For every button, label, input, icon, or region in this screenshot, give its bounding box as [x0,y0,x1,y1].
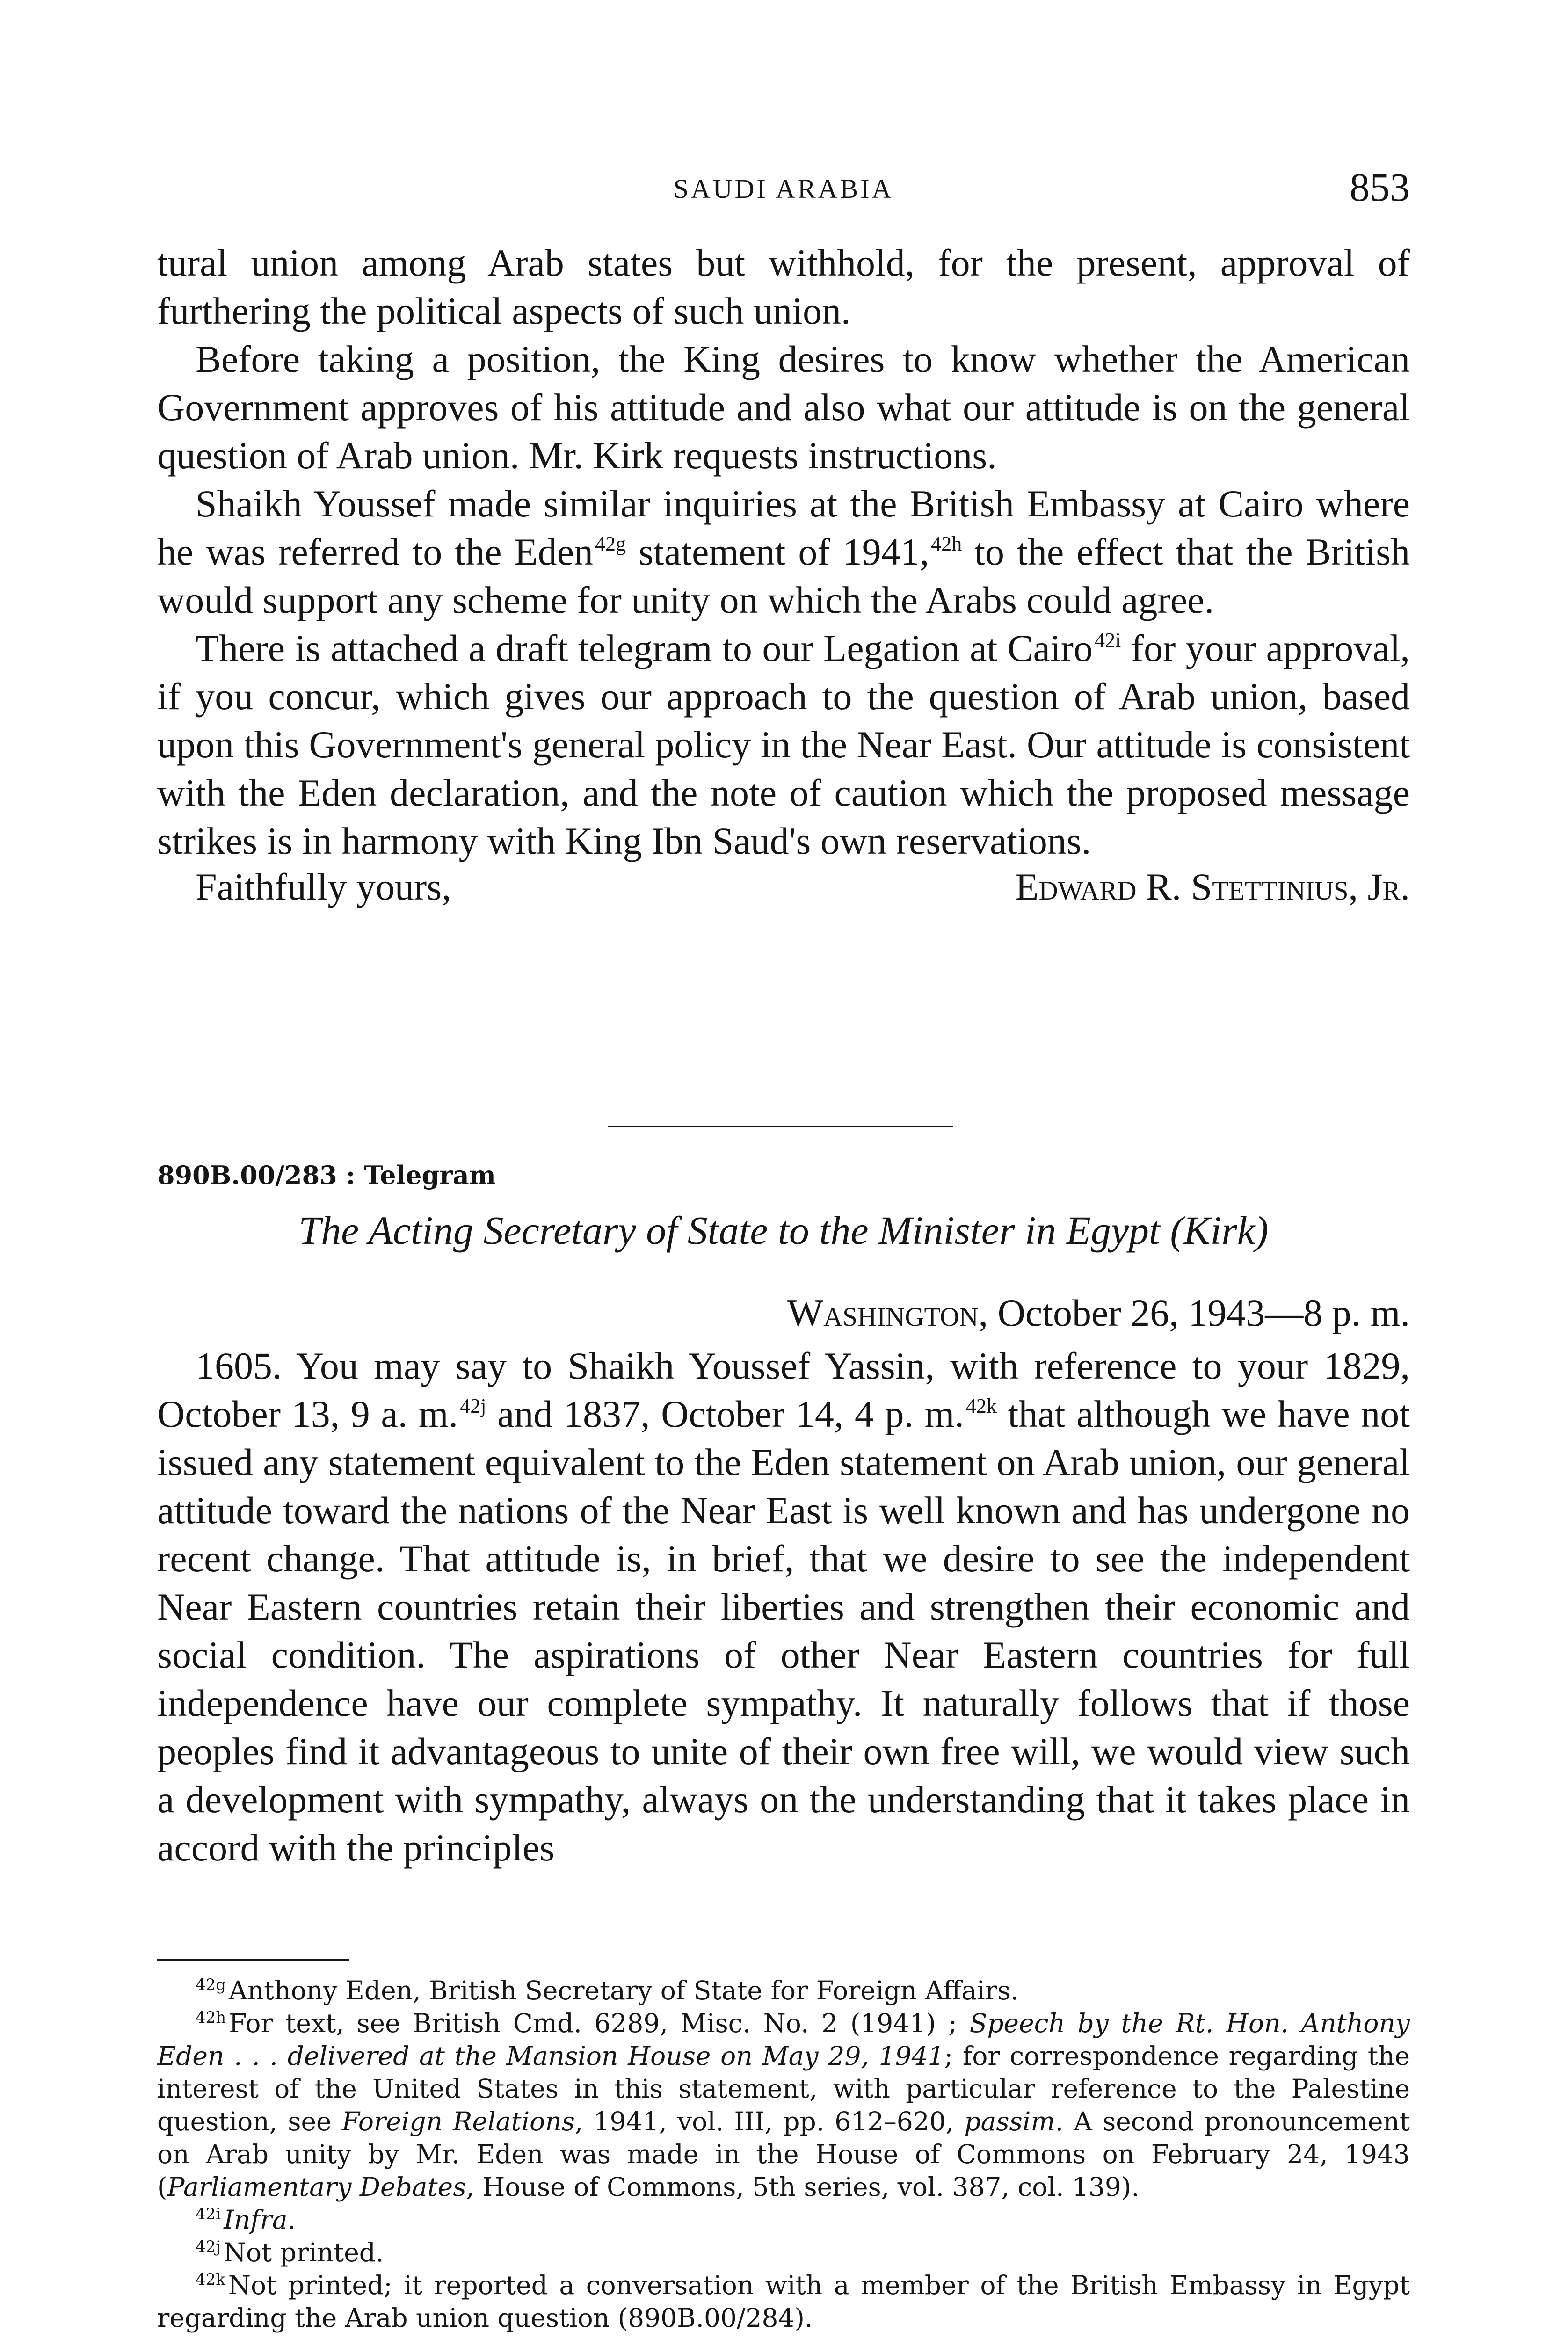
signature: Edward R. Stettinius, Jr. [1015,865,1410,908]
footnote-text: Not printed; it reported a conversation with a member of the British Embassy in Egypt regarding the Arab union question (890B.00/284). [157,2270,1410,2333]
running-title: SAUDI ARABIA [673,174,894,204]
footnote-text-a: For text, see British Cmd. 6289, Misc. No. 2 (1941) ; [229,2008,970,2038]
footnote-42k [157,2269,1410,2334]
footnote-text-e: , House of Commons, 5th series, vol. 387, col. 139). [466,2172,1140,2202]
closing-salutation: Faithfully yours, [196,865,451,908]
memo-paragraph-4-text-a: There is attached a draft telegram to our Legation at Cairo [196,627,1093,669]
footnote-mark: 42j [196,2237,221,2256]
memo-paragraph-1-text: tural union among Arab states but withhold, for the present, approval of furthering the political aspects of such union. [157,241,1410,332]
footnote-italic-foreign-relations: Foreign Relations [341,2107,575,2136]
memo-paragraph-3-text-a: Shaikh Youssef made similar inquiries at the British Embassy at Cairo where he was referred to the Eden [157,482,1410,573]
memo-paragraph-2 [157,335,1410,479]
memo-paragraph-4 [157,624,1410,865]
footnote-text: Infra. [224,2205,296,2235]
dateline [787,1291,1410,1335]
telegram-body [157,1342,1410,1872]
memo-paragraph-3 [157,479,1410,624]
footnote-ref-42k: 42k [965,1395,997,1417]
footnote-42h [157,2007,1410,2203]
footnote-mark: 42h [196,2008,226,2027]
footnotes [157,1974,1410,2334]
memo-paragraph-3-text-c: to the effect that the British would support any scheme for unity on which the Arabs could agree. [157,530,1410,621]
memo-paragraph-2-text: Before taking a position, the King desires to know whether the American Government approves of his attitude and also what our attitude is on the general question of Arab union. Mr. Kirk requests instructions. [157,338,1410,477]
footnote-italic-passim: passim [964,2107,1055,2136]
footnote-mark: 42i [196,2205,221,2223]
footnote-italic-parliamentary-debates: Parliamentary Debates [167,2172,466,2202]
footnote-42g [157,1974,1410,2007]
footnote-text-c: , 1941, vol. III, pp. 612–620, [574,2107,965,2136]
dateline-date: , October 26, 1943—8 p. m. [978,1292,1410,1334]
telegram-text-b: and 1837, October 14, 4 p. m. [486,1393,964,1435]
footnote-mark: 42g [196,1976,226,1994]
memo-paragraph-4-text-b: for your approval, if you concur, which gives our approach to the question of Arab union, based upon this Government's general policy in the Near East. Our attitude is consistent with the Eden declaration, and the note of caution which the proposed message strikes is in harmony with King Ibn Saud's own reservations. [157,627,1410,862]
footnote-ref-42j: 42j [460,1395,486,1417]
footnote-mark: 42k [196,2270,225,2289]
footnote-italic-speech-title: Speech by the Rt. Hon. Anthony Eden . . . delivered at the Mansion House on May 29, 1941 [157,2008,1410,2071]
footnote-text-d: . A second pronouncement on Arab unity by Mr. Eden was made in the House of Commons on February 24, 1943 ( [157,2107,1410,2202]
page-number: 853 [1350,165,1410,210]
footnote-text: Not printed. [223,2237,384,2267]
memo-paragraph-3-text-b: statement of 1941, [626,530,929,573]
running-head [157,164,1410,215]
section-divider [608,1126,953,1127]
telegram-text-c: that although we have not issued any statement equivalent to the Eden statement on Arab union, our general attitude toward the nations of the Near East is well known and has undergone no recent change. That attitude is, in brief, that we desire to see the independent Near Eastern countries retain their liberties and strengthen their economic and social condition. The aspirations of other Near Eastern countries for full independence have our complete sympathy. It naturally follows that if those peoples find it advantageous to unite of their own free will, we would view such a development with sympathy, always on the understanding that it takes place in accord with the principles [157,1393,1410,1869]
document-title: The Acting Secretary of State to the Minister in Egypt (Kirk) [298,1208,1269,1253]
footnote-ref-42g: 42g [595,532,626,555]
memo-paragraph-1 [157,239,1410,335]
footnote-ref-42i: 42i [1094,629,1121,652]
footnote-42j [157,2236,1410,2269]
footnote-42i [157,2203,1410,2236]
telegram-text-a: 1605. You may say to Shaikh Youssef Yassin, with reference to your 1829, October 13, 9 a. m. [157,1344,1410,1435]
file-reference: 890B.00/283 : Telegram [157,1160,496,1190]
footnote-text-b: ; for correspondence regarding the interest of the United States in this statement, with particular reference to the Palestine question, see [157,2041,1410,2136]
footnote-text: Anthony Eden, British Secretary of State for Foreign Affairs. [229,1976,1019,2005]
footnote-divider [157,1959,349,1961]
closing-line [157,865,1410,913]
dateline-place: Washington [787,1292,979,1334]
footnote-ref-42h: 42h [931,532,962,555]
telegram-paragraph [157,1342,1410,1872]
memo-body [157,239,1410,913]
